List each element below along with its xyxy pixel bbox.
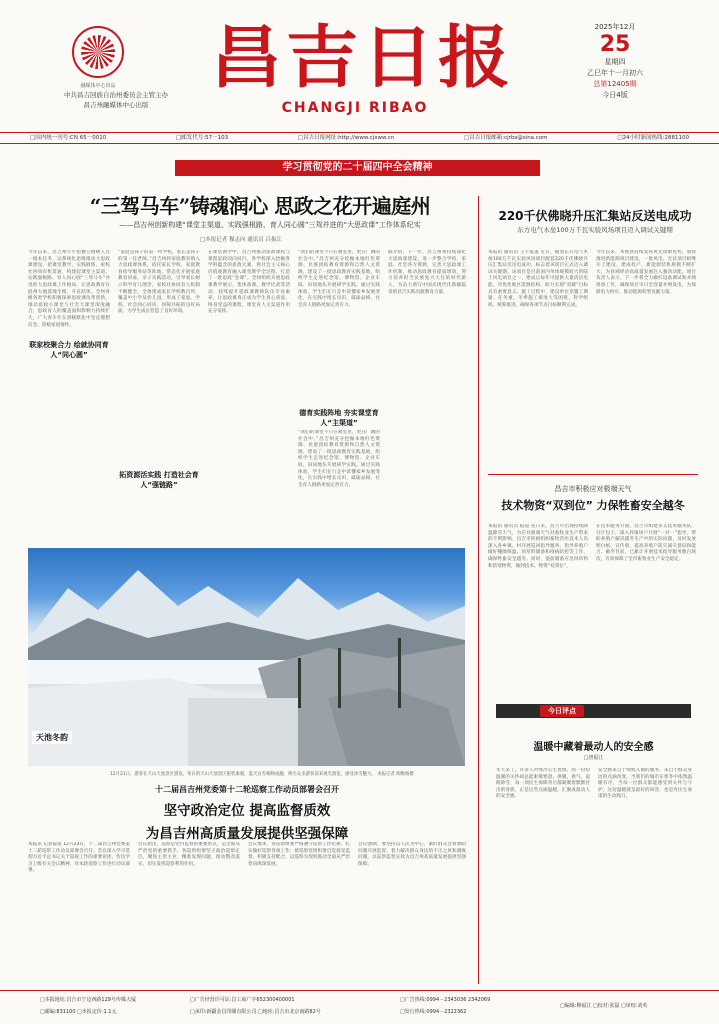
footer-postcode: □邮编:831100 □本报定价:1.1元	[40, 1009, 117, 1015]
inspection-headline[interactable]: 坚守政治定位 提高监督质效	[163, 803, 331, 819]
lead-column-text: 据介绍，下一步，昌吉州将持续深化大思政课建设，进一步整合学校、家庭、社会各方资源，完善大思政课工作机制，推动思政教育提质增效，努力培养担当民族复兴大任的时代新人，为奋力谱写中国式现代化新疆篇章的昌吉实践贡献教育力量。	[388, 250, 466, 295]
livestock-text: 在技术服务方面，昌吉市组建多支技术服务队，分片包干，深入养殖场户开展“一对一”指导，帮助养殖户解决越冬生产中的实际问题，及时发放明白纸、宣传册，提高养殖户防灾减灾意识和能力。截至目前，已累计开展技术指导服务数百场次，有效保障了全市畜牧业生产安全稳定。	[596, 524, 696, 562]
date-day: 25	[599, 32, 631, 57]
inspection-text: 会议强调，要坚持以人民为中心，紧盯群众急难愁盼问题开展监督，着力解决群众身边的不正之风和腐败问题，以巡察监督实效为昌吉州高质量发展提供坚强保障。	[358, 842, 466, 867]
commentary-headline[interactable]: 温暖中藏着最动人的安全感	[533, 742, 654, 753]
media-seal-icon	[72, 26, 124, 78]
power-station-column	[488, 250, 588, 462]
photo-scene	[28, 548, 465, 766]
inspection-kicker: 十二届昌吉州党委第十二轮巡察工作动员部署会召开	[155, 785, 339, 794]
sponsor-line: 中共昌吉回族自治州委员会主管主办	[64, 91, 168, 99]
power-station-text: 本报讯 通讯员 王宇报道 近日，随着东方电气木垒100万千瓦实验风场项目配套220千伏佛晓升压汇集站反送电成功，标志着该项目正式迈入调试关键期。该项目是目前国内单体规模较大的陆上风电项目之一，建成后每年可提供大量清洁电能，对优化地区能源结构、助力实现“双碳”目标具有重要意义。施工过程中，建设单位克服工期紧、任务重、冬季施工难度大等困难，科学组织、统筹推进，确保各项节点目标顺利完成。	[488, 250, 588, 308]
power-station-headline[interactable]: 220千伏佛晓升压汇集站反送电成功	[498, 209, 692, 223]
date-year-month: 2025年12月	[594, 23, 636, 31]
info-postal-code: □邮发代号:57－103	[176, 135, 229, 141]
today-comment-label: 今日评点	[540, 705, 584, 717]
lead-column	[208, 250, 290, 536]
lead-column	[388, 250, 466, 536]
divider	[488, 474, 698, 475]
footer-printer: □承印:新疆金昌印刷有限公司 □地址:昌吉市北京南路82号	[190, 1009, 321, 1015]
issue-date-box	[560, 22, 670, 101]
lead-subhead: ——昌吉州创新构建“课堂主渠道、实践强根路、育人同心圆”三驾并进的“大思政课”工作体系纪实	[119, 221, 421, 229]
info-hotline: □24小时新闻热线:2881100	[617, 135, 689, 141]
today-comment-banner	[496, 704, 691, 718]
weekday: 星期四	[604, 58, 626, 66]
tianchi-winter-photo[interactable]	[28, 548, 465, 766]
inspection-column	[358, 842, 466, 982]
info-website[interactable]: □昌吉日报网址:http://www.cjxww.cn	[298, 135, 395, 141]
livestock-kicker: 昌吉市积极应对极端天气	[554, 485, 632, 493]
lead-headline[interactable]: “三驾马车”铸魂润心 思政之花开遍庭州	[89, 194, 431, 218]
info-bar	[0, 132, 719, 144]
commentary-column	[598, 768, 692, 982]
footer	[0, 990, 719, 1024]
topic-banner: 学习贯彻党的二十届四中全会精神	[175, 160, 540, 176]
footer-distribution-hotline: □发行热线:0994－2322362	[400, 1009, 467, 1015]
lead-section-head: 德育实践阵地 夯实课堂育人“主渠道”	[299, 409, 379, 427]
lead-section-head: 拓资源活实践 打造社会育人“强链路”	[119, 471, 199, 489]
power-station-column	[596, 250, 696, 462]
lead-column-text: “我们的课堂不只在教室里，更在广阔的社会中。”昌吉州充分挖掘本地红色资源、民族团结教育资源和自然人文资源，建设了一批思政教育实践基地，组织学生走进纪念馆、博物馆、企业车间、田间地头开展研学实践。通过实践体验，学生们在行走中读懂家乡发展变化，在实践中增长见识、砥砺品格，社会育人链路更加完善有力。	[298, 430, 380, 488]
newspaper-logo: 昌吉日报	[210, 16, 515, 97]
livestock-column	[488, 524, 588, 694]
power-station-subhead: 东方电气木垒100万千瓦实验风场项目迈入调试关键期	[517, 226, 673, 234]
inspection-text: 会议要求，各巡察组要严格遵守巡察工作纪律，扎实做好巡察各项工作；被巡察党组织要自觉接受监督，积极支持配合，以巡察为契机推动全面从严治党向纵深发展。	[248, 842, 350, 867]
commentary-text: 安全感来自于细致入微的服务，来自于群众身边的点滴改变。当我们的城市在寒冬中依然温暖有序，当每一位群众都能感受到关怀与守护，这份温暖就是最好的回答，也是对民生承诺的生动践行。	[598, 768, 692, 800]
lead-column	[298, 430, 380, 536]
lead-column	[298, 250, 380, 400]
livestock-headline[interactable]: 技术物资“双到位” 力保牲畜安全越冬	[501, 499, 685, 512]
livestock-text: 本报讯 通讯员 报道 连日来，昌吉市出现持续降温降雪天气，为应对极端天气对畜牧业生产带来的不利影响，昌吉市积极组织畜牧兽医技术人员深入各乡镇、村开展巡回指导服务，指导养殖户做好棚圈保温、饲草料储备和疫病防控等工作，确保牲畜安全越冬。同时，提前储备应急饲草料和防寒物资，做到技术、物资“双到位”。	[488, 524, 588, 569]
inspection-headline-second[interactable]: 为昌吉州高质量发展提供坚强保障	[145, 826, 349, 842]
publisher-line: 昌吉州融媒体中心出版	[83, 101, 149, 109]
sponsor-info	[46, 90, 186, 110]
column-divider	[478, 196, 479, 984]
livestock-column	[596, 524, 696, 694]
livestock-headline-group	[488, 484, 698, 513]
page-count: 今日4版	[602, 91, 628, 99]
photo-tag: 天池冬韵	[32, 731, 72, 744]
footer-ad-license: □广告经营许可证:昌工商广字652300400001	[190, 997, 295, 1003]
issue-number: 总第12405期	[593, 80, 637, 88]
lunar-date: 乙巳年十一月初六	[587, 69, 643, 77]
commentary-text: 冬天来了，许多人对寒冷心生畏惧，而一份份温暖的关怀却总能驱散寒意。供暖、供气、道路除雪，每一项民生保障背后都凝聚着默默付出的身影，正是这些点滴温暖，汇聚成最动人的安全感。	[496, 768, 590, 800]
lead-section-head: 联家校聚合力 绘就协同育人“同心圆”	[29, 341, 109, 359]
lead-column	[118, 250, 200, 536]
footer-editors: □编辑:穆福江 □校对:张磊 □审校:刘英	[560, 1003, 648, 1009]
inspection-text: 本报讯 记者报道 12月23日，十二届昌吉州党委第十二轮巡察工作动员部署会召开。会议深入学习贯彻习近平总书记关于巡视工作的重要论述，传达学习上级有关会议精神，对本轮巡察工作进行动员部署。	[28, 842, 130, 874]
photo-caption: 12月21日，游客在天山天池景区游览。冬日的天山天池景区银装素裹，蓝天白雪相映成趣，吸引众多游客前来观光游览，感受冰雪魅力。 本报记者 陶维杨摄	[110, 772, 414, 777]
lead-column-text: 在课堂教学中，昌吉州推动思政课程与课程思政同向同行，各学校深入挖掘各学科蕴含的思政元素，将社会主义核心价值观教育融入课堂教学全过程，打造了一批思政“金课”。全州组织开展思政课教学展示、集体备课、教学比武等活动，持续提升思政课教师队伍专业素养，让思政课真正成为学生真心喜爱、终身受益的课程，课堂育人主渠道作用充分发挥。	[208, 250, 290, 315]
footer-address: □本报地址:昌吉市宁边西路129号传媒大厦	[40, 997, 136, 1003]
inspection-column	[138, 842, 240, 982]
power-station-text: 今年以来，木垒县持续发挥风光资源优势，加快推进新能源项目建设，一批风电、光伏项目相继开工建设、建成投产，新能源装机规模不断扩大，为县域经济高质量发展注入强劲动能。项目负责人表示，下一步将全力做好设备调试和并网准备工作，确保项目早日全容量并网发电，为保障电力供应、推动能源转型贡献力量。	[596, 250, 696, 295]
inspection-text: 会议指出，巡察是党内监督的重要形式，是全面从严治党的重要抓手。各巡察组要坚守政治巡察定位，聚焦主责主业，精准发现问题，推动整改落实，切实发挥巡察利剑作用。	[138, 842, 240, 867]
lead-column-text: “家庭是孩子的第一所学校，家长是孩子的第一任老师。”昌吉州将家庭教育纳入大思政课体系，依托家长学校、家庭教育指导服务站等阵地，常态化开展家庭教育讲座、亲子实践活动，引导家长树立科学育儿理念，家校社协同育人机制不断健全，全州建成家长学校数百所，覆盖中小学及幼儿园，形成了家庭、学校、社会同心同向、同频共振的良好局面，为学生成长营造了良好环境。	[118, 250, 200, 315]
info-email[interactable]: □昌吉日报邮箱:cjrbs@sina.com	[464, 135, 548, 141]
inspection-column	[28, 842, 130, 982]
lead-column-text: “我们的课堂不只在教室里，更在广阔的社会中。”昌吉州充分挖掘本地红色资源、民族团结教育资源和自然人文资源，建设了一批思政教育实践基地，组织学生走进纪念馆、博物馆、企业车间、田间地头开展研学实践。通过实践体验，学生们在行走中读懂家乡发展变化，在实践中增长见识、砥砺品格，社会育人链路更加完善有力。	[298, 250, 380, 308]
lead-byline: □本报记者 穆志向 通讯员 吕振江	[200, 237, 282, 243]
newspaper-pinyin: CHANGJI RIBAO	[281, 100, 429, 116]
lead-column	[28, 250, 110, 536]
seal-caption: 融媒体中心出品	[80, 83, 116, 89]
inspection-column	[248, 842, 350, 982]
info-cn-number: □国内统一刊号:CN 65－0010	[30, 135, 107, 141]
lead-column-text: 今年以来，昌吉州牢牢把握立德树人这一根本任务，以系统化思维推动大思政课建设，把课堂教学、实践锻炼、家校社协同有机贯通，构建起课堂主渠道、实践强根路、育人同心圆“三驾马车”并进的大思政课工作格局，让思政教育在庭州大地落地生根、开花结果。全州各级各类学校积极探索思政课改革创新，推动思政小课堂与社会大课堂深度融合，思政育人的覆盖面和影响力持续扩大，广大青少年在潜移默化中坚定理想信念、厚植家国情怀。	[28, 250, 110, 328]
commentary-author: □唐福江	[583, 755, 604, 761]
inspection-headline-group	[28, 784, 466, 842]
commentary-column	[496, 768, 590, 982]
footer-ad-hotline: □广告热线:0994－2343036 2342069	[400, 997, 491, 1003]
masthead	[0, 0, 719, 130]
